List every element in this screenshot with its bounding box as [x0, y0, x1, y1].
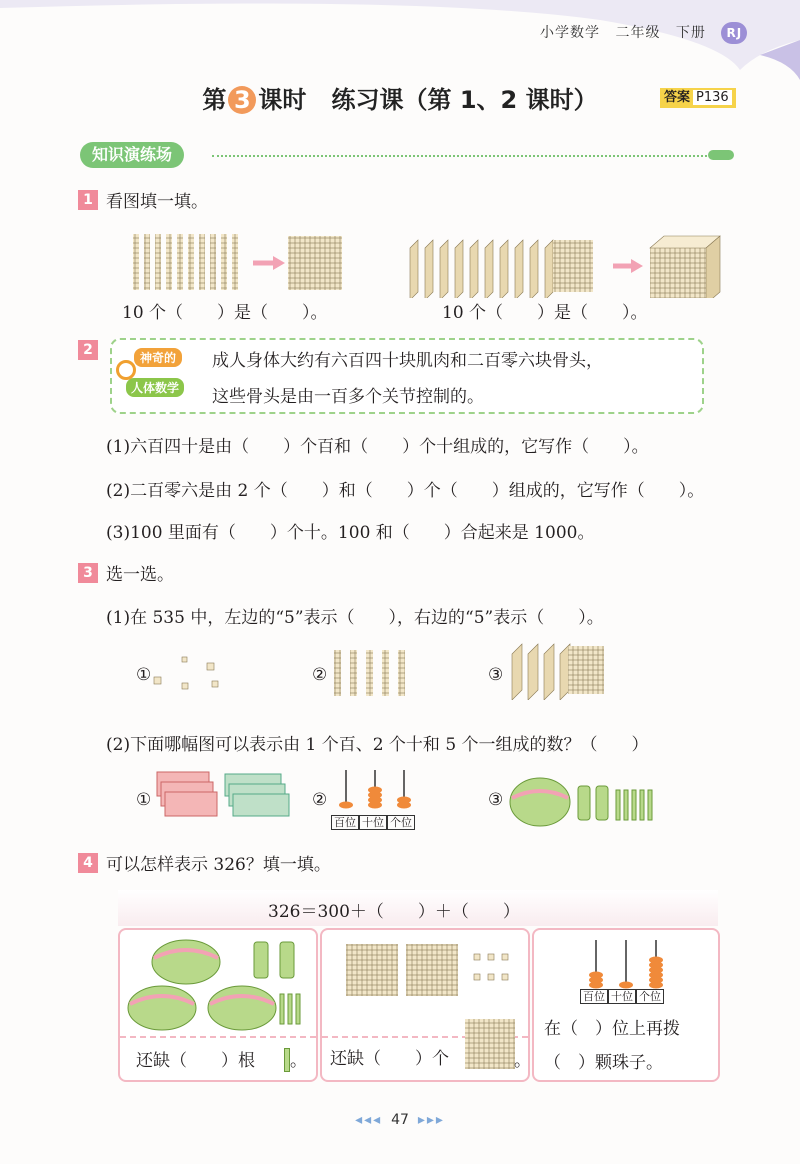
question-number: 3: [78, 563, 98, 583]
label-tens: 十位: [359, 815, 387, 830]
answer-label: 答案: [664, 90, 691, 105]
unit-cubes-icon: [152, 655, 222, 695]
abacus-icon: [330, 768, 420, 818]
title-prefix: 第: [202, 86, 227, 114]
prev-arrows-icon: ◂◂◂: [355, 1112, 383, 1128]
fun-math-badge: [116, 344, 202, 406]
label-ones: 个位: [387, 815, 415, 830]
q2-item-1[interactable]: (1)六百四十是由（ ）个百和（ ）个十组成的，它写作（ ）。: [106, 437, 649, 457]
q3-1-option-2[interactable]: ②: [312, 665, 328, 685]
q3-1-option-1[interactable]: ①: [136, 665, 152, 685]
q3-item-1[interactable]: (1)在 535 中，左边的“5”表示（ ），右边的“5”表示（ ）。: [106, 608, 604, 628]
label-tens: 十位: [608, 989, 636, 1004]
hundred-flat-icon: [464, 1018, 516, 1070]
question-number: 4: [78, 853, 98, 873]
base-ten-blocks-icon: [342, 940, 522, 1020]
abacus-icon: [578, 938, 678, 990]
q4-equation[interactable]: 326＝300＋（ ）＋（ ）: [268, 902, 520, 922]
q2-item-2[interactable]: (2)二百零六是由 2 个（ ）和（ ）个（ ）组成的，它写作（ ）。: [106, 481, 705, 501]
answer-page: P136: [693, 90, 732, 105]
abacus-place-labels: [331, 814, 415, 830]
q4-box1-text[interactable]: 还缺（ ）根: [136, 1051, 255, 1071]
q1-title: 看图填一填。: [106, 192, 208, 212]
q3-2-option-3[interactable]: ③: [488, 790, 504, 810]
header-grade: 二年级: [615, 25, 661, 41]
q1-right-fill[interactable]: 10 个（ ）是（ ）。: [442, 303, 648, 323]
stick-bundles-icon: [126, 936, 310, 1032]
q3-item-2[interactable]: (2)下面哪幅图可以表示由 1 个百、2 个十和 5 个一组成的数？（ ）: [106, 735, 649, 755]
label-hundreds: 百位: [580, 989, 608, 1004]
ten-rods-group: [133, 234, 238, 290]
pencil-icon: [708, 150, 734, 160]
title-suffix: 课时: [258, 86, 307, 114]
abacus-place-labels: [580, 988, 664, 1004]
q4-box-sticks: 还缺（ ）根 。: [118, 928, 318, 1082]
stick-bundles-icon: [508, 772, 658, 830]
q4-box2-text[interactable]: 还缺（ ）个: [330, 1049, 449, 1069]
q4-box3-line1[interactable]: 在（ ）位上再拨: [544, 1019, 680, 1039]
thousand-cube: [650, 236, 720, 298]
q1-base-ten-figures: [125, 228, 745, 298]
q2-item-3[interactable]: (3)100 里面有（ ）个十。100 和（ ）合起来是 1000。: [106, 523, 595, 543]
next-arrows-icon: ▸▸▸: [417, 1112, 445, 1128]
question-number: 1: [78, 190, 98, 210]
title-main: 练习课（第 1、2 课时）: [331, 86, 598, 114]
header-subject: 小学数学: [540, 25, 600, 41]
q2-bubble-line1: 成人身体大约有六百四十块肌肉和二百零六块骨头，: [212, 351, 603, 371]
q1-left-fill[interactable]: 10 个（ ）是（ ）。: [122, 303, 328, 323]
hundred-flats-icon: [508, 640, 608, 700]
q2-bubble-line2: 这些骨头是由一百多个关节控制的。: [212, 387, 484, 407]
label-hundreds: 百位: [331, 815, 359, 830]
edition-badge: RJ: [721, 22, 747, 44]
q3-2-option-1[interactable]: ①: [136, 790, 152, 810]
q4-title: 可以怎样表示 326？填一填。: [106, 855, 331, 875]
q3-2-option-2[interactable]: ②: [312, 790, 328, 810]
badge-line1: 神奇的: [134, 348, 182, 367]
page-number: 47: [391, 1112, 409, 1128]
section-pill: 知识演练场: [80, 142, 184, 168]
page-footer: [0, 1112, 800, 1128]
badge-line2: 人体数学: [126, 378, 184, 397]
question-number: 2: [78, 340, 98, 360]
tens-rods-icon: [330, 648, 410, 698]
answer-page-tag[interactable]: [660, 88, 736, 108]
q3-title: 选一选。: [106, 565, 174, 585]
label-ones: 个位: [636, 989, 664, 1004]
q4-box-abacus: [532, 928, 720, 1082]
banknotes-icon: [155, 770, 295, 830]
hundred-flat: [288, 236, 342, 290]
header-volume: 下册: [675, 25, 706, 41]
q4-box-blocks: 还缺（ ）个 。: [320, 928, 530, 1082]
magnifier-icon: [116, 360, 136, 380]
q3-1-option-3[interactable]: ③: [488, 665, 504, 685]
lesson-number-badge: 3: [228, 86, 256, 114]
section-divider: [212, 155, 707, 157]
header-info: [540, 22, 757, 44]
q4-box3-line2[interactable]: （ ）颗珠子。: [544, 1053, 663, 1073]
